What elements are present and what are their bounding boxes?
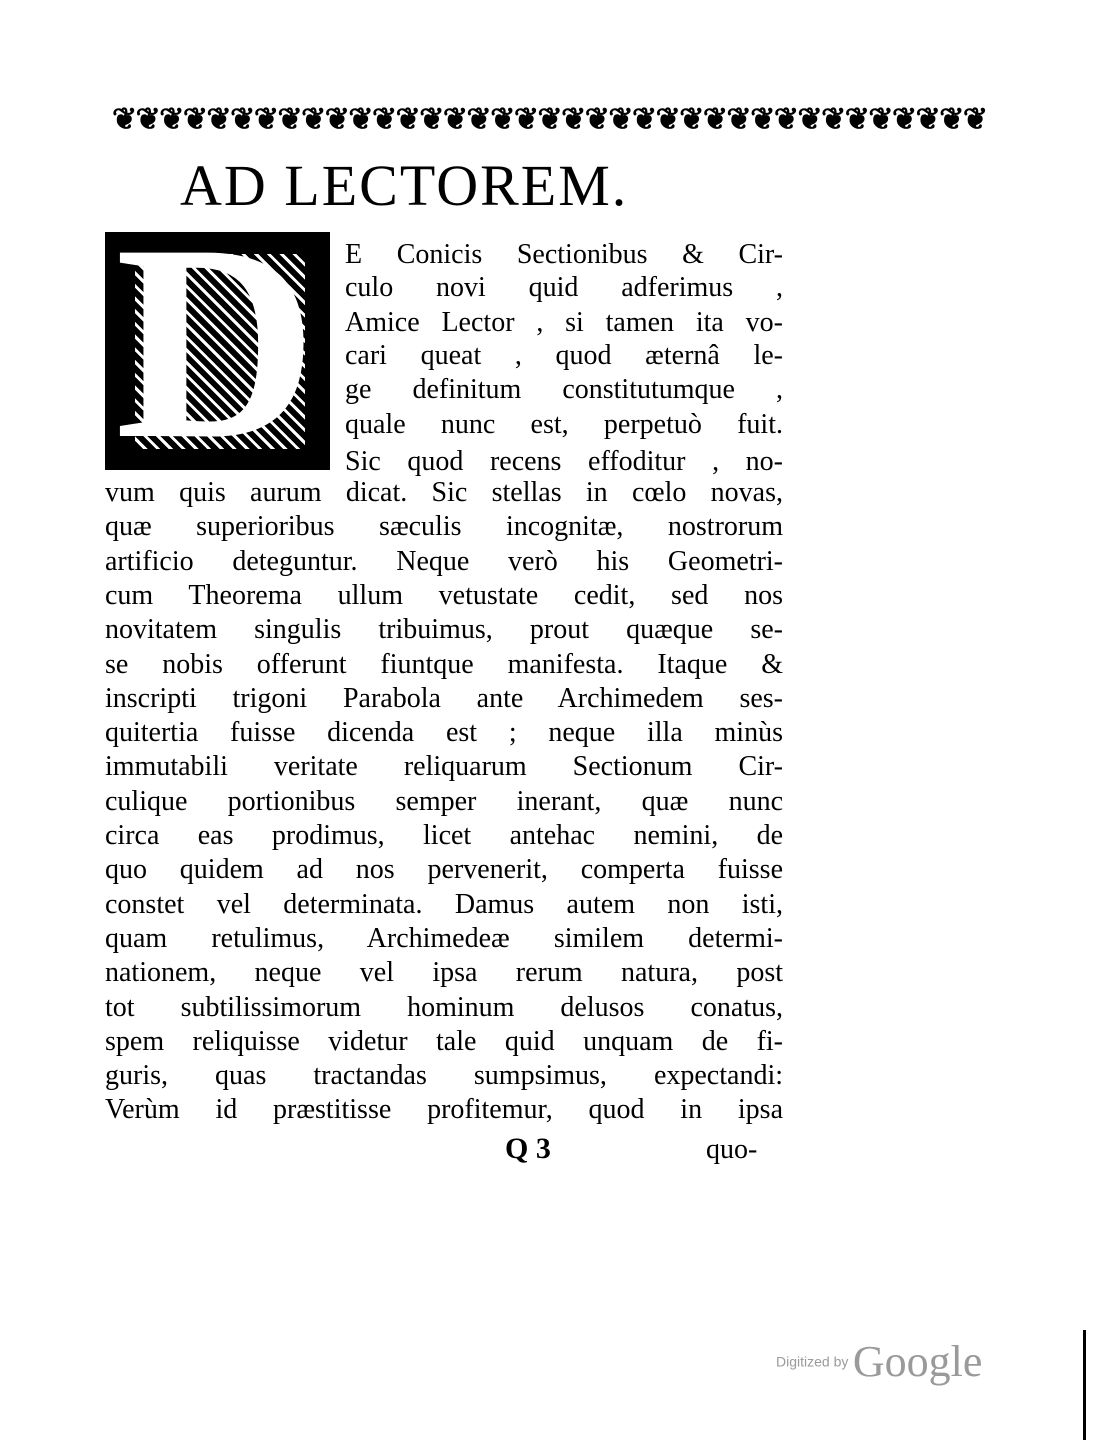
text-line: constet vel determinata. Damus autem non isti, <box>105 888 783 920</box>
page-edge-line <box>1083 1330 1086 1440</box>
text-line: culo novi quid adferimus , <box>345 272 783 303</box>
signature-mark: Q 3 <box>505 1132 551 1165</box>
text-line: culique portionibus semper inerant, quæ nunc <box>105 785 783 817</box>
text-line: quam retulimus, Archimedeæ similem determi- <box>105 922 783 954</box>
text-line: novitatem singulis tribuimus, prout quæque se- <box>105 614 783 646</box>
text-line: ge definitum constitutumque , <box>345 374 783 405</box>
text-line: guris, quas tractandas sumpsimus, expectandi: <box>105 1060 783 1092</box>
text-line: vum quis aurum dicat. Sic stellas in cœlo novas, <box>105 477 783 508</box>
page-title: AD LECTOREM. <box>180 153 629 218</box>
text-line: quæ superioribus sæculis incognitæ, nostrorum <box>105 511 783 543</box>
text-line: E Conicis Sectionibus & Cir- <box>345 239 783 270</box>
watermark-brand-logo: Google <box>852 1337 983 1386</box>
text-line: Sic quod recens effoditur , no- <box>345 446 783 477</box>
drop-cap-letter: D <box>115 186 318 497</box>
digitized-watermark <box>776 1336 982 1387</box>
text-line: Verùm id præstitisse profitemur, quod in ipsa <box>105 1094 783 1126</box>
text-line: quitertia fuisse dicenda est ; neque illa minùs <box>105 717 783 749</box>
text-line: spem reliquisse videtur tale quid unquam de fi- <box>105 1025 783 1057</box>
text-line: immutabili veritate reliquarum Sectionum Cir- <box>105 751 783 783</box>
text-line: tot subtilissimorum hominum delusos conatus, <box>105 991 783 1023</box>
catchword: quo- <box>706 1134 758 1165</box>
decorated-drop-cap <box>105 186 330 497</box>
text-line: inscripti trigoni Parabola ante Archimedem ses- <box>105 682 783 714</box>
text-line: cari queat , quod æternâ le- <box>345 340 783 371</box>
text-line: artificio deteguntur. Neque verò his Geometri- <box>105 545 783 577</box>
text-line: se nobis offerunt fiuntque manifesta. Itaque & <box>105 648 783 680</box>
watermark-prefix: Digitized by <box>776 1353 849 1370</box>
text-line: quo quidem ad nos pervenerit, comperta fuisse <box>105 854 783 886</box>
text-line: quale nunc est, perpetuò fuit. <box>345 409 783 440</box>
text-line: cum Theorema ullum vetustate cedit, sed nos <box>105 579 783 611</box>
text-line: circa eas prodimus, licet antehac nemini, de <box>105 820 783 851</box>
header-ornament-band: ❦❦❦❦❦❦❦❦❦❦❦❦❦❦❦❦❦❦❦❦❦❦❦❦❦❦❦❦❦❦❦❦❦❦❦❦❦ <box>112 102 987 137</box>
text-line: Amice Lector , si tamen ita vo- <box>345 307 783 338</box>
text-line: nationem, neque vel ipsa rerum natura, post <box>105 957 783 989</box>
